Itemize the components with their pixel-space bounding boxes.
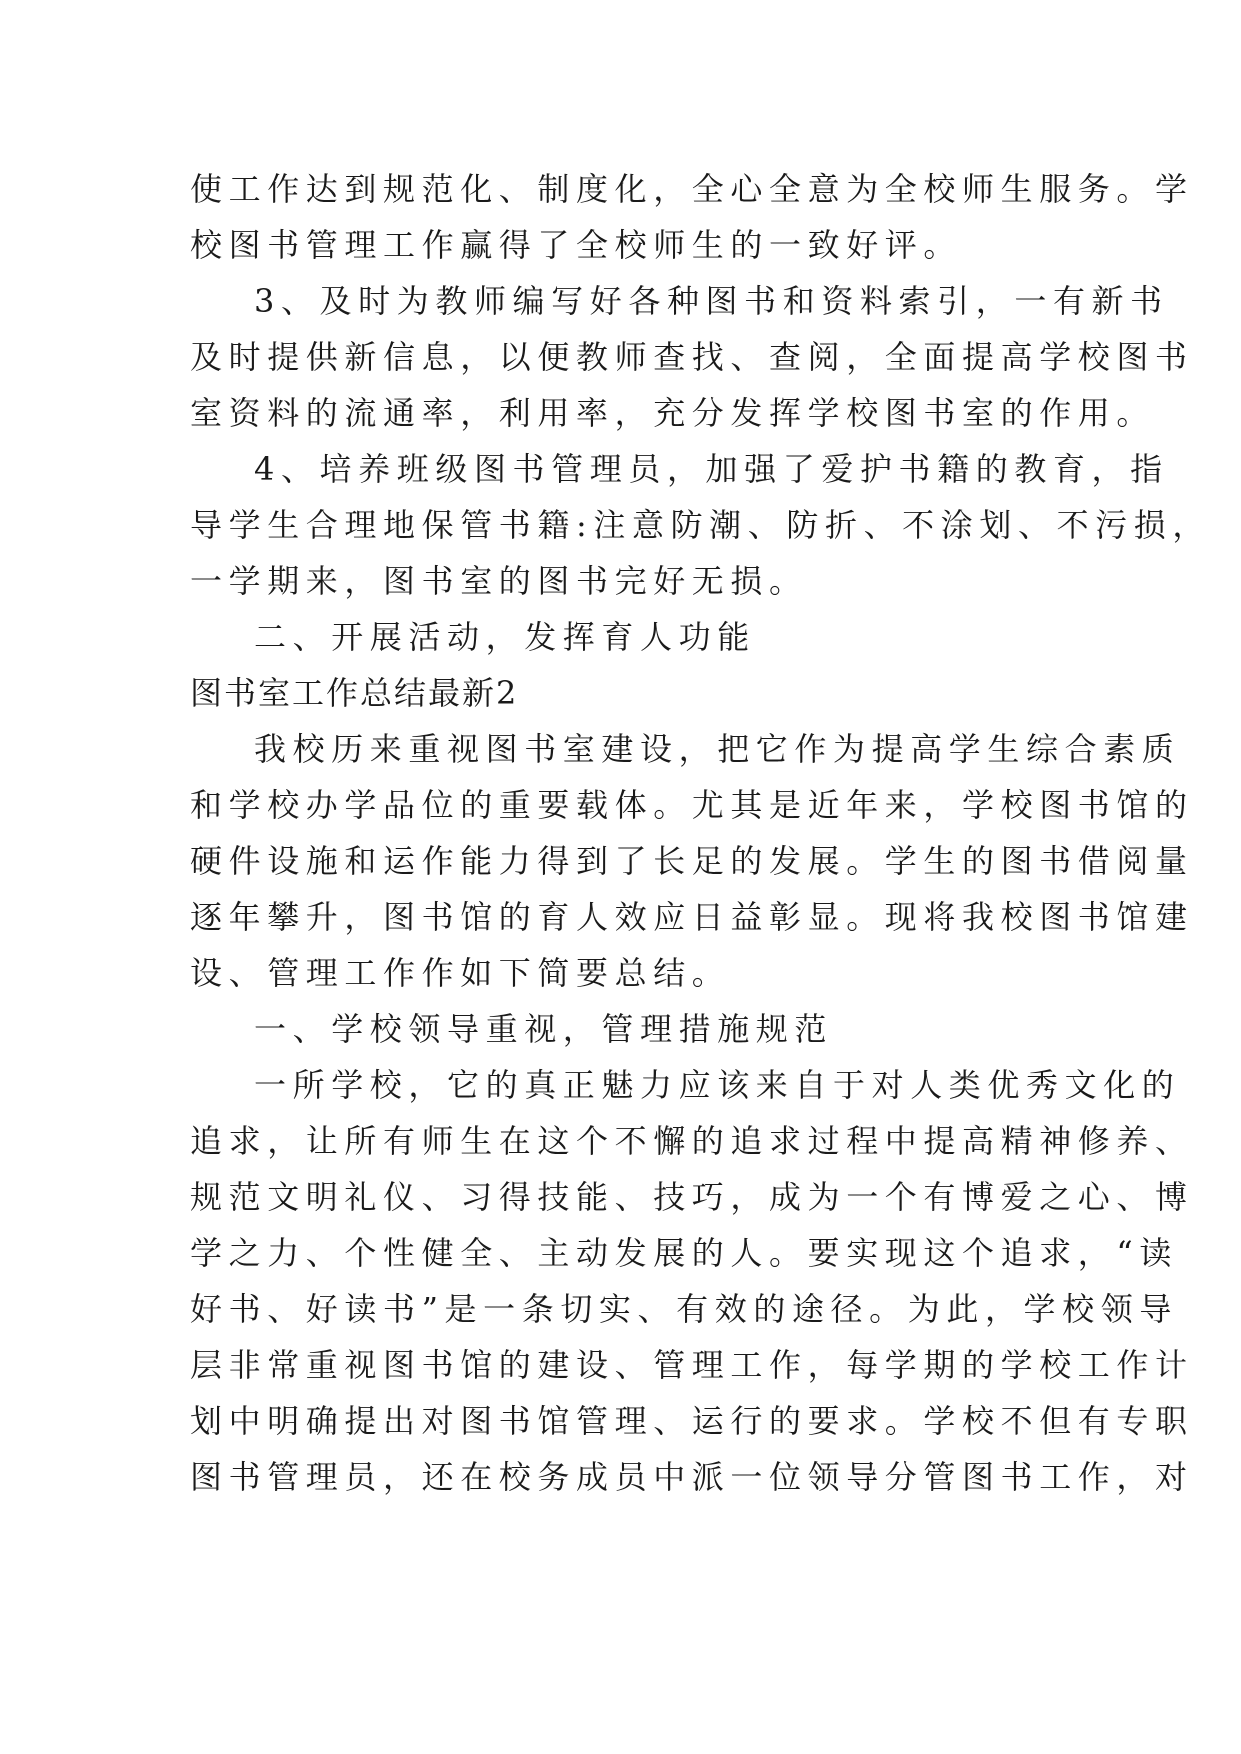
text-line: 及时提供新信息，以便教师查找、查阅，全面提高学校图书 (190, 338, 1194, 376)
text-line: 图书管理员，还在校务成员中派一位领导分管图书工作，对 (190, 1458, 1194, 1496)
text-line: 硬件设施和运作能力得到了长足的发展。学生的图书借阅量 (190, 842, 1194, 880)
text-line: 学之力、个性健全、主动发展的人。要实现这个追求，“读 (190, 1234, 1178, 1272)
text-line: 室资料的流通率，利用率，充分发挥学校图书室的作用。 (190, 394, 1156, 432)
text-line: 层非常重视图书馆的建设、管理工作，每学期的学校工作计 (190, 1346, 1194, 1384)
text-line: 规范文明礼仪、习得技能、技巧，成为一个有博爱之心、博 (190, 1178, 1194, 1216)
text-line: 和学校办学品位的重要载体。尤其是近年来，学校图书馆的 (190, 786, 1194, 824)
paragraph-start-line: 3、及时为教师编写好各种图书和资料索引，一有新书 (254, 282, 1169, 320)
section-heading: 二、开展活动，发挥育人功能 (254, 618, 756, 656)
document-title: 图书室工作总结最新2 (190, 674, 519, 712)
text-line: 导学生合理地保管书籍:注意防潮、防折、不涂划、不污损， (190, 506, 1211, 544)
section-heading: 一、学校领导重视，管理措施规范 (254, 1010, 834, 1048)
text-line: 追求，让所有师生在这个不懈的追求过程中提高精神修养、 (190, 1122, 1194, 1160)
text-line: 一学期来，图书室的图书完好无损。 (190, 562, 808, 600)
text-line: 逐年攀升，图书馆的育人效应日益彰显。现将我校图书馆建 (190, 898, 1194, 936)
text-line: 设、管理工作作如下简要总结。 (190, 954, 731, 992)
paragraph-start-line: 一所学校，它的真正魅力应该来自于对人类优秀文化的 (254, 1066, 1181, 1104)
text-line: 好书、好读书”是一条切实、有效的途径。为此，学校领导 (190, 1290, 1178, 1328)
paragraph-start-line: 我校历来重视图书室建设，把它作为提高学生综合素质 (254, 730, 1181, 768)
paragraph-start-line: 4、培养班级图书管理员，加强了爱护书籍的教育，指 (254, 450, 1169, 488)
text-line: 校图书管理工作赢得了全校师生的一致好评。 (190, 226, 963, 264)
text-line: 划中明确提出对图书馆管理、运行的要求。学校不但有专职 (190, 1402, 1194, 1440)
text-line: 使工作达到规范化、制度化，全心全意为全校师生服务。学 (190, 170, 1194, 208)
